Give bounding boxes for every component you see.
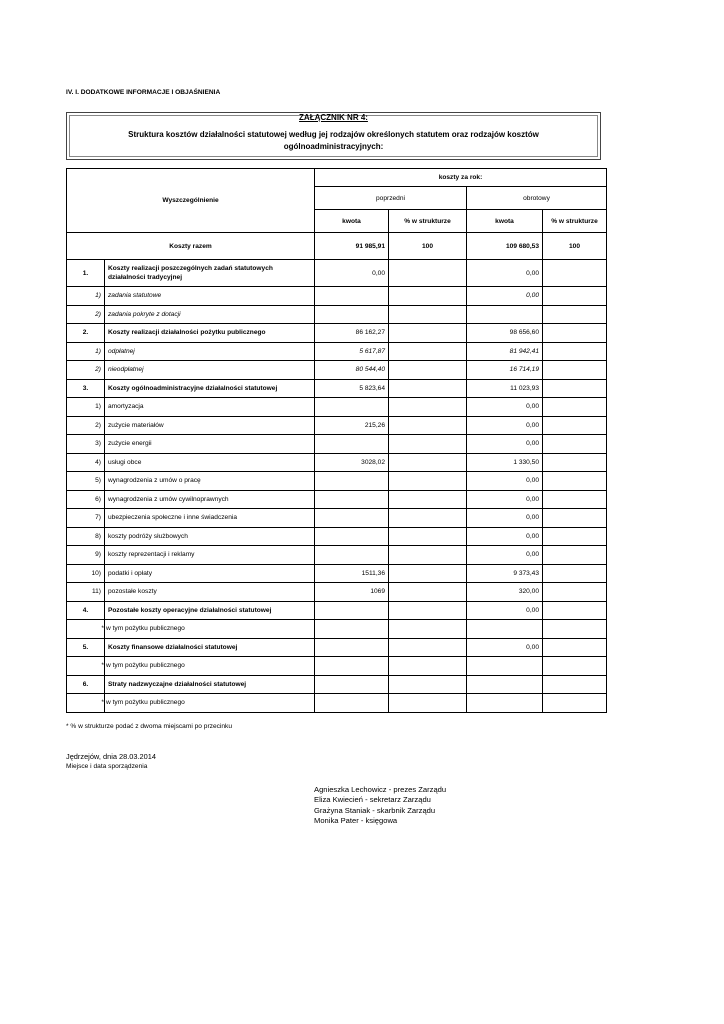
pct-cur-cell (543, 564, 607, 583)
amount-cur-cell: 0,00 (467, 435, 543, 454)
table-row (67, 453, 607, 472)
table-row (67, 583, 607, 602)
row-number: 1) (67, 287, 105, 306)
header-amount-cur: kwota (467, 210, 543, 233)
header-costs-for-year: koszty za rok: (315, 169, 607, 187)
amount-prev-cell (315, 657, 389, 676)
amount-cur-cell: 320,00 (467, 583, 543, 602)
annex-box (66, 112, 601, 160)
row-label: usługi obce (105, 453, 315, 472)
pct-cur-cell (543, 305, 607, 324)
pct-prev-cell (389, 398, 467, 417)
pct-cur-cell (543, 675, 607, 694)
row-number: 4) (67, 453, 105, 472)
pct-cur-cell (543, 601, 607, 620)
amount-cur-cell: 0,00 (467, 638, 543, 657)
amount-prev-cell: 0,00 (315, 260, 389, 287)
total-amount-prev: 91 985,91 (315, 233, 389, 260)
total-label: Koszty razem (67, 233, 315, 260)
amount-cur-cell: 0,00 (467, 287, 543, 306)
row-number: 7) (67, 509, 105, 528)
pct-cur-cell (543, 620, 607, 639)
pct-prev-cell (389, 620, 467, 639)
amount-cur-cell (467, 657, 543, 676)
footnote: * % w strukturze podać z dwoma miejscami po przecinku (66, 723, 233, 730)
total-pct-cur: 100 (543, 233, 607, 260)
amount-cur-cell: 0,00 (467, 546, 543, 565)
amount-prev-cell: 80 544,40 (315, 361, 389, 380)
table-row (67, 324, 607, 343)
amount-cur-cell (467, 675, 543, 694)
header-pct-prev: % w strukturze (389, 210, 467, 233)
signature-line: Agnieszka Lechowicz - prezes Zarządu (314, 785, 447, 794)
row-label: w tym pożytku publicznego (105, 620, 315, 639)
amount-prev-cell (315, 305, 389, 324)
row-label: amortyzacja (105, 398, 315, 417)
row-number: 6. (67, 675, 105, 694)
table-row (67, 638, 607, 657)
pct-prev-cell (389, 305, 467, 324)
row-label: Koszty realizacji poszczególnych zadań statutowych działalności tradycyjnej (105, 260, 315, 287)
total-amount-cur: 109 680,53 (467, 233, 543, 260)
amount-prev-cell (315, 435, 389, 454)
row-label: koszty reprezentacji i reklamy (105, 546, 315, 565)
row-number: 1. (67, 260, 105, 287)
amount-cur-cell: 0,00 (467, 509, 543, 528)
section-title: IV. I. DODATKOWE INFORMACJE I OBJAŚNIENIA (66, 89, 221, 96)
row-number: 1) (67, 342, 105, 361)
row-number: * (67, 620, 105, 639)
amount-prev-cell (315, 620, 389, 639)
row-number: 3) (67, 435, 105, 454)
place-date: Jędrzejów, dnia 28.03.2014 (66, 752, 156, 761)
signature-line: Grażyna Staniak - skarbnik Zarządu (314, 805, 436, 815)
amount-cur-cell: 0,00 (467, 260, 543, 287)
row-number: * (67, 657, 105, 676)
pct-cur-cell (543, 324, 607, 343)
header-current: obrotowy (467, 187, 607, 210)
amount-cur-cell: 11 023,93 (467, 379, 543, 398)
amount-prev-cell: 5 617,87 (315, 342, 389, 361)
amount-cur-cell: 1 330,50 (467, 453, 543, 472)
signatures (314, 785, 446, 827)
amount-cur-cell: 98 656,60 (467, 324, 543, 343)
row-label: Koszty ogólnoadministracyjne działalności statutowej (105, 379, 315, 398)
amount-cur-cell: 0,00 (467, 472, 543, 491)
pct-cur-cell (543, 416, 607, 435)
row-number: 5. (67, 638, 105, 657)
header-amount-prev: kwota (315, 210, 389, 233)
amount-cur-cell: 0,00 (467, 490, 543, 509)
row-label: wynagrodzenia z umów o pracę (105, 472, 315, 491)
amount-cur-cell: 0,00 (467, 601, 543, 620)
row-label: zadania statutowe (105, 287, 315, 306)
amount-prev-cell (315, 527, 389, 546)
table-row (67, 546, 607, 565)
annex-number: ZAŁĄCZNIK NR 4: (299, 113, 368, 122)
amount-prev-cell (315, 287, 389, 306)
row-label: Straty nadzwyczajne działalności statutowej (105, 675, 315, 694)
pct-cur-cell (543, 638, 607, 657)
row-label: zużycie energii (105, 435, 315, 454)
pct-prev-cell (389, 342, 467, 361)
pct-prev-cell (389, 435, 467, 454)
row-label: zużycie materiałów (105, 416, 315, 435)
row-number: 8) (67, 527, 105, 546)
amount-prev-cell: 1511,36 (315, 564, 389, 583)
table-row (67, 509, 607, 528)
pct-cur-cell (543, 657, 607, 676)
amount-cur-cell: 81 942,41 (467, 342, 543, 361)
pct-cur-cell (543, 527, 607, 546)
amount-prev-cell: 1069 (315, 583, 389, 602)
amount-cur-cell (467, 694, 543, 713)
pct-cur-cell (543, 379, 607, 398)
pct-cur-cell (543, 490, 607, 509)
header-specification: Wyszczególnienie (67, 169, 315, 233)
amount-prev-cell: 3028,02 (315, 453, 389, 472)
header-previous: poprzedni (315, 187, 467, 210)
amount-prev-cell (315, 638, 389, 657)
pct-prev-cell (389, 490, 467, 509)
pct-cur-cell (543, 546, 607, 565)
row-label: w tym pożytku publicznego (105, 694, 315, 713)
row-number: * (67, 694, 105, 713)
row-label: pozostałe koszty (105, 583, 315, 602)
table-row (67, 260, 607, 287)
pct-prev-cell (389, 564, 467, 583)
total-pct-prev: 100 (389, 233, 467, 260)
row-number: 2) (67, 361, 105, 380)
pct-cur-cell (543, 453, 607, 472)
pct-prev-cell (389, 453, 467, 472)
pct-prev-cell (389, 638, 467, 657)
row-number: 9) (67, 546, 105, 565)
table-row (67, 620, 607, 639)
pct-prev-cell (389, 324, 467, 343)
amount-prev-cell (315, 398, 389, 417)
pct-cur-cell (543, 472, 607, 491)
row-number: 2) (67, 416, 105, 435)
row-number: 10) (67, 564, 105, 583)
amount-prev-cell (315, 601, 389, 620)
amount-prev-cell: 215,26 (315, 416, 389, 435)
row-number: 6) (67, 490, 105, 509)
header-pct-cur: % w strukturze (543, 210, 607, 233)
amount-cur-cell: 9 373,43 (467, 564, 543, 583)
annex-title: Struktura kosztów działalności statutowej według jej rodzajów określonych statutem oraz rodzajów kosztów ogólnoadministracyjnych: (128, 130, 539, 151)
row-label: podatki i opłaty (105, 564, 315, 583)
amount-prev-cell: 5 823,64 (315, 379, 389, 398)
table-row (67, 564, 607, 583)
pct-prev-cell (389, 675, 467, 694)
table-row (67, 657, 607, 676)
table-row (67, 601, 607, 620)
row-number: 5) (67, 472, 105, 491)
row-number: 2. (67, 324, 105, 343)
table-row (67, 694, 607, 713)
pct-cur-cell (543, 342, 607, 361)
table-row (67, 305, 607, 324)
table-row (67, 527, 607, 546)
row-label: w tym pożytku publicznego (105, 657, 315, 676)
row-label: nieodpłatnej (105, 361, 315, 380)
row-label: wynagrodzenia z umów cywilnoprawnych (105, 490, 315, 509)
amount-cur-cell: 0,00 (467, 398, 543, 417)
pct-prev-cell (389, 657, 467, 676)
signature-line: Eliza Kwiecień - sekretarz Zarządu (314, 795, 431, 805)
pct-cur-cell (543, 694, 607, 713)
pct-prev-cell (389, 260, 467, 287)
row-label: Koszty finansowe działalności statutowej (105, 638, 315, 657)
row-label: koszty podróży służbowych (105, 527, 315, 546)
amount-prev-cell (315, 675, 389, 694)
pct-cur-cell (543, 260, 607, 287)
pct-cur-cell (543, 361, 607, 380)
pct-prev-cell (389, 509, 467, 528)
row-label: Pozostałe koszty operacyjne działalności statutowej (105, 601, 315, 620)
table-row (67, 435, 607, 454)
pct-prev-cell (389, 527, 467, 546)
amount-cur-cell: 16 714,19 (467, 361, 543, 380)
cost-structure-table (66, 168, 607, 713)
place-date-label: Miejsce i data sporządzenia (66, 763, 148, 770)
amount-prev-cell (315, 490, 389, 509)
table-row (67, 416, 607, 435)
table-row (67, 342, 607, 361)
table-row (67, 361, 607, 380)
row-label: ubezpieczenia społeczne i inne świadczenia (105, 509, 315, 528)
amount-prev-cell: 86 162,27 (315, 324, 389, 343)
pct-prev-cell (389, 379, 467, 398)
row-label: odpłatnej (105, 342, 315, 361)
row-label: Koszty realizacji działalności pożytku publicznego (105, 324, 315, 343)
pct-cur-cell (543, 509, 607, 528)
amount-cur-cell (467, 305, 543, 324)
pct-prev-cell (389, 287, 467, 306)
row-number: 2) (67, 305, 105, 324)
table-row (67, 379, 607, 398)
pct-prev-cell (389, 694, 467, 713)
total-row (67, 233, 607, 260)
row-number: 3. (67, 379, 105, 398)
row-number: 11) (67, 583, 105, 602)
pct-prev-cell (389, 546, 467, 565)
pct-cur-cell (543, 583, 607, 602)
amount-cur-cell: 0,00 (467, 416, 543, 435)
amount-cur-cell (467, 620, 543, 639)
table-row (67, 398, 607, 417)
amount-cur-cell: 0,00 (467, 527, 543, 546)
table-row (67, 472, 607, 491)
row-label: zadania pokryte z dotacji (105, 305, 315, 324)
table-row (67, 675, 607, 694)
row-number: 4. (67, 601, 105, 620)
pct-prev-cell (389, 416, 467, 435)
amount-prev-cell (315, 472, 389, 491)
pct-cur-cell (543, 287, 607, 306)
amount-prev-cell (315, 694, 389, 713)
pct-prev-cell (389, 361, 467, 380)
pct-prev-cell (389, 583, 467, 602)
amount-prev-cell (315, 509, 389, 528)
pct-cur-cell (543, 398, 607, 417)
pct-cur-cell (543, 435, 607, 454)
signature-line: Monika Pater - księgowa (314, 816, 398, 826)
row-number: 1) (67, 398, 105, 417)
table-row (67, 490, 607, 509)
amount-prev-cell (315, 546, 389, 565)
table-row (67, 287, 607, 306)
pct-prev-cell (389, 601, 467, 620)
pct-prev-cell (389, 472, 467, 491)
